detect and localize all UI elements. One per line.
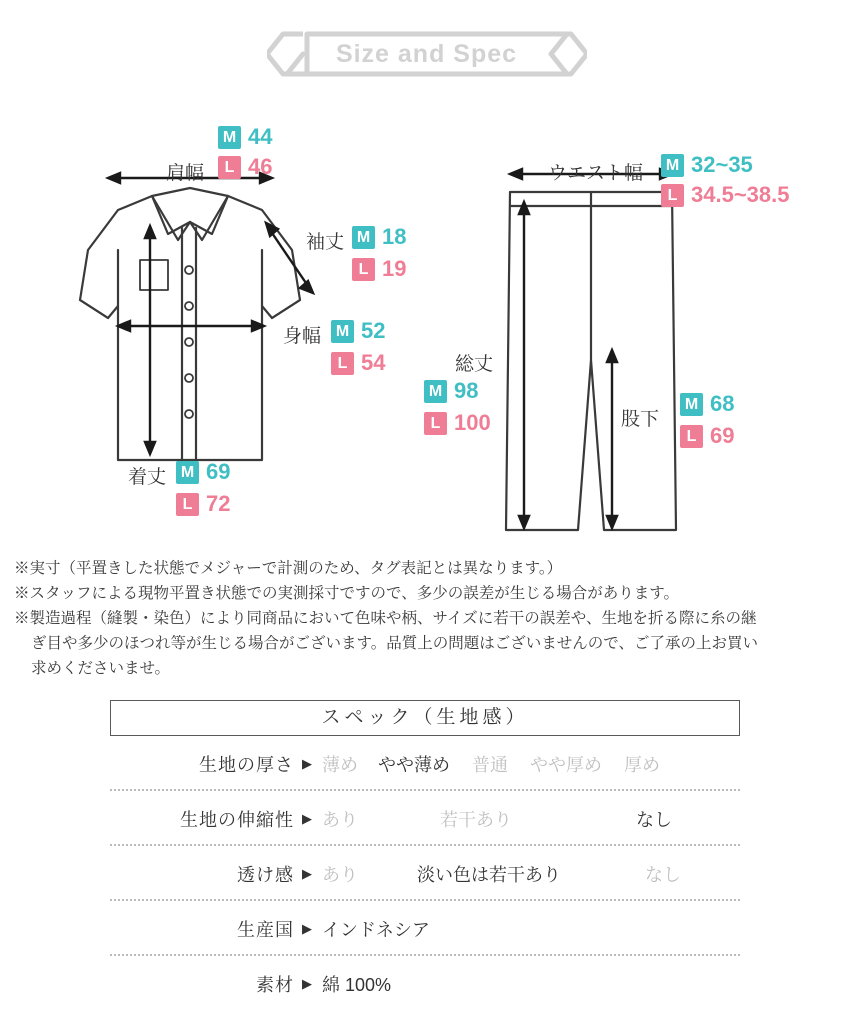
chest-l-value: 54 xyxy=(361,350,386,375)
size-chip-l: L xyxy=(176,493,199,516)
total-length-value-l xyxy=(424,410,491,436)
inseam-l-value: 69 xyxy=(710,423,735,448)
total-length-label: 総丈 xyxy=(455,354,494,375)
spec-label-thickness: 生地の厚さ xyxy=(199,754,294,775)
spec-label-material: 素材 xyxy=(256,974,294,995)
spec-value-country: インドネシア xyxy=(322,919,430,940)
size-chip-l: L xyxy=(680,425,703,448)
size-chip-l: L xyxy=(331,352,354,375)
sleeve-l-value: 19 xyxy=(382,256,407,281)
sleeve-label: 袖丈 xyxy=(306,232,345,253)
inseam-value-m xyxy=(680,391,734,417)
shoulder-value-l xyxy=(218,154,272,180)
length-l-value: 72 xyxy=(206,491,231,516)
spec-options-sheer xyxy=(322,861,740,887)
arrow-icon: ▶ xyxy=(302,865,312,881)
waist-label: ウエスト幅 xyxy=(548,163,644,184)
spec-row-material xyxy=(110,956,740,1011)
spec-value-material: 綿 100% xyxy=(322,974,392,995)
arrow-icon: ▶ xyxy=(302,755,312,771)
spec-option: 厚め xyxy=(624,754,660,775)
spec-label-sheer: 透け感 xyxy=(237,864,294,885)
banner-title: Size and Spec xyxy=(335,40,518,68)
size-chip-l: L xyxy=(218,156,241,179)
shoulder-value-m xyxy=(218,124,272,150)
spec-label-stretch: 生地の伸縮性 xyxy=(180,809,294,830)
arrow-icon: ▶ xyxy=(302,975,312,991)
notes-block xyxy=(14,556,840,682)
chest-value-m xyxy=(331,318,385,344)
size-chip-m: M xyxy=(218,126,241,149)
waist-l-value: 34.5~38.5 xyxy=(691,182,790,207)
total-length-value-m xyxy=(424,378,478,404)
waist-value-m xyxy=(661,152,753,178)
spec-row-country xyxy=(110,901,740,956)
spec-value-country-wrap xyxy=(322,916,740,942)
shoulder-label: 肩幅 xyxy=(166,163,205,184)
total-l-value: 100 xyxy=(454,410,491,435)
spec-option: 薄め xyxy=(322,754,358,775)
size-chip-m: M xyxy=(661,154,684,177)
spec-row-thickness xyxy=(110,736,740,791)
total-m-value: 98 xyxy=(454,378,479,403)
waist-value-l xyxy=(661,182,789,208)
size-chip-m: M xyxy=(331,320,354,343)
chest-label: 身幅 xyxy=(283,326,322,347)
chest-value-l xyxy=(331,350,385,376)
arrow-icon: ▶ xyxy=(302,920,312,936)
spec-row-stretch xyxy=(110,791,740,846)
spec-title: スペック（生地感） xyxy=(110,700,740,736)
size-chip-l: L xyxy=(424,412,447,435)
size-chip-m: M xyxy=(680,393,703,416)
length-value-m xyxy=(176,459,230,485)
note-line-3: ※製造過程（縫製・染色）により同商品において色味や柄、サイズに若干の誤差や、生地を折る際に糸の継 xyxy=(14,610,757,628)
spec-option: あり xyxy=(322,809,358,830)
inseam-value-l xyxy=(680,423,734,449)
note-line-2: ※スタッフによる現物平置き状態での実測採寸ですので、多少の誤差が生じる場合があります。 xyxy=(14,585,679,603)
garment-illustrations xyxy=(0,110,853,550)
spec-option-selected: 淡い色は若干あり xyxy=(417,864,561,885)
shoulder-l-value: 46 xyxy=(248,154,273,179)
spec-option-selected: なし xyxy=(636,809,672,830)
length-label: 着丈 xyxy=(128,467,167,488)
inseam-label: 股下 xyxy=(621,409,660,430)
note-line-4: ぎ目や多少のほつれ等が生じる場合がございます。品質上の問題はございませんので、ご了承の上お買い xyxy=(31,635,758,653)
spec-option: やや厚め xyxy=(530,754,602,775)
spec-options-stretch xyxy=(322,806,740,832)
size-chip-l: L xyxy=(352,258,375,281)
chest-m-value: 52 xyxy=(361,318,386,343)
inseam-m-value: 68 xyxy=(710,391,735,416)
spec-option: あり xyxy=(322,864,358,885)
size-chip-m: M xyxy=(352,226,375,249)
size-chip-m: M xyxy=(176,461,199,484)
spec-value-material-wrap xyxy=(322,971,740,997)
spec-option: なし xyxy=(645,864,681,885)
arrow-icon: ▶ xyxy=(302,810,312,826)
length-value-l xyxy=(176,491,230,517)
size-chip-m: M xyxy=(424,380,447,403)
spec-label-country: 生産国 xyxy=(237,919,294,940)
note-line-5: 求めくださいませ。 xyxy=(31,660,171,678)
spec-option: 普通 xyxy=(472,754,508,775)
spec-table xyxy=(110,700,740,1011)
waist-m-value: 32~35 xyxy=(691,152,753,177)
sleeve-value-l xyxy=(352,256,406,282)
length-m-value: 69 xyxy=(206,459,231,484)
spec-row-sheer xyxy=(110,846,740,901)
spec-option: 若干あり xyxy=(440,809,512,830)
sleeve-m-value: 18 xyxy=(382,224,407,249)
sleeve-value-m xyxy=(352,224,406,250)
shoulder-m-value: 44 xyxy=(248,124,273,149)
spec-option-selected: やや薄め xyxy=(378,754,450,775)
size-chip-l: L xyxy=(661,184,684,207)
spec-options-thickness xyxy=(322,751,740,777)
note-line-1: ※実寸（平置きした状態でメジャーで計測のため、タグ表記とは異なります。） xyxy=(14,560,563,577)
